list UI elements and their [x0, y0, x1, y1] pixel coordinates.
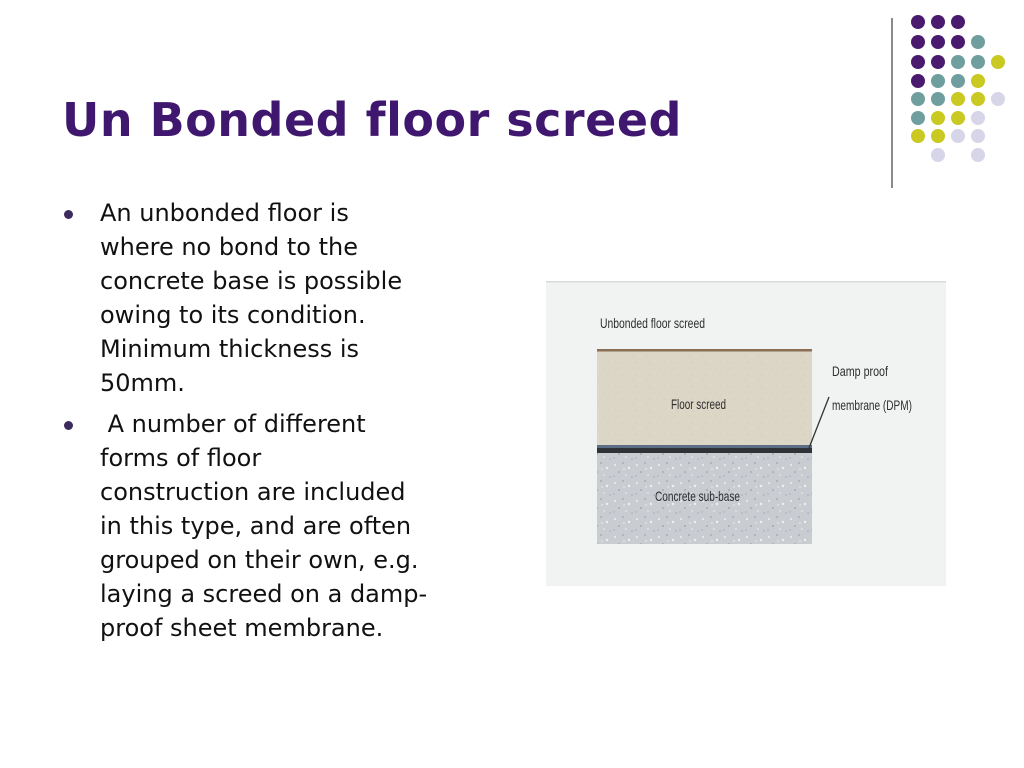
- bullet-line: construction are included: [100, 478, 406, 506]
- bullet-dot: [64, 421, 73, 430]
- decor-dot: [931, 111, 945, 125]
- bullet-line: proof sheet membrane.: [100, 614, 384, 642]
- decor-dot: [931, 74, 945, 88]
- bullet-dot: [64, 210, 73, 219]
- bullet-line: forms of floor: [100, 444, 262, 472]
- floor-screed-diagram: [546, 281, 946, 586]
- decor-dot: [911, 129, 925, 143]
- diagram-top-edge: [546, 281, 946, 283]
- decor-dot: [931, 55, 945, 69]
- bullet-text: [100, 196, 540, 400]
- decor-dot: [911, 55, 925, 69]
- decor-dot: [931, 92, 945, 106]
- dpm-label-line-1: Damp proof: [832, 363, 889, 379]
- floor-screed-label: Floor screed: [671, 396, 726, 412]
- dpm-label-line-2: membrane (DPM): [832, 397, 912, 413]
- diagram-svg: [546, 281, 946, 586]
- decor-dot: [951, 129, 965, 143]
- vertical-divider: [891, 18, 893, 188]
- decor-dot: [991, 92, 1005, 106]
- decor-dot: [911, 74, 925, 88]
- decor-dot: [951, 35, 965, 49]
- diagram-title: Unbonded floor screed: [600, 315, 705, 331]
- decor-dot: [971, 148, 985, 162]
- concrete-subbase-label: Concrete sub-base: [655, 488, 741, 504]
- bullet-line: A number of different: [100, 410, 366, 438]
- decor-dot: [971, 55, 985, 69]
- decor-dot: [931, 129, 945, 143]
- decor-dot: [931, 15, 945, 29]
- decor-dot: [971, 129, 985, 143]
- decor-dot: [971, 35, 985, 49]
- decor-dot: [931, 35, 945, 49]
- decor-dot: [951, 92, 965, 106]
- dpm-layer-top: [597, 445, 812, 448]
- bullet-line: laying a screed on a damp-: [100, 580, 428, 608]
- decor-dot: [951, 15, 965, 29]
- screed-top-edge: [597, 349, 812, 352]
- decor-dot: [951, 111, 965, 125]
- decor-dot: [971, 74, 985, 88]
- bullet-line: grouped on their own, e.g.: [100, 546, 419, 574]
- bullet-line: An unbonded floor is: [100, 199, 349, 227]
- slide-title: Un Bonded floor screed: [62, 93, 682, 147]
- dpm-layer: [597, 448, 812, 453]
- bullet-text: [100, 407, 540, 645]
- decor-dot: [971, 111, 985, 125]
- decor-dot: [931, 148, 945, 162]
- bullet-line: 50mm.: [100, 369, 185, 397]
- decor-dot: [951, 74, 965, 88]
- bullet-line: concrete base is possible: [100, 267, 403, 295]
- bullet-line: where no bond to the: [100, 233, 358, 261]
- decor-dot: [971, 92, 985, 106]
- decor-dot: [911, 111, 925, 125]
- bullet-line: Minimum thickness is: [100, 335, 360, 363]
- decor-dot: [911, 35, 925, 49]
- bullet-line: in this type, and are often: [100, 512, 412, 540]
- decor-dot: [991, 55, 1005, 69]
- decor-dot: [911, 15, 925, 29]
- bullet-line: owing to its condition.: [100, 301, 366, 329]
- decor-dot: [951, 55, 965, 69]
- decor-dot: [911, 92, 925, 106]
